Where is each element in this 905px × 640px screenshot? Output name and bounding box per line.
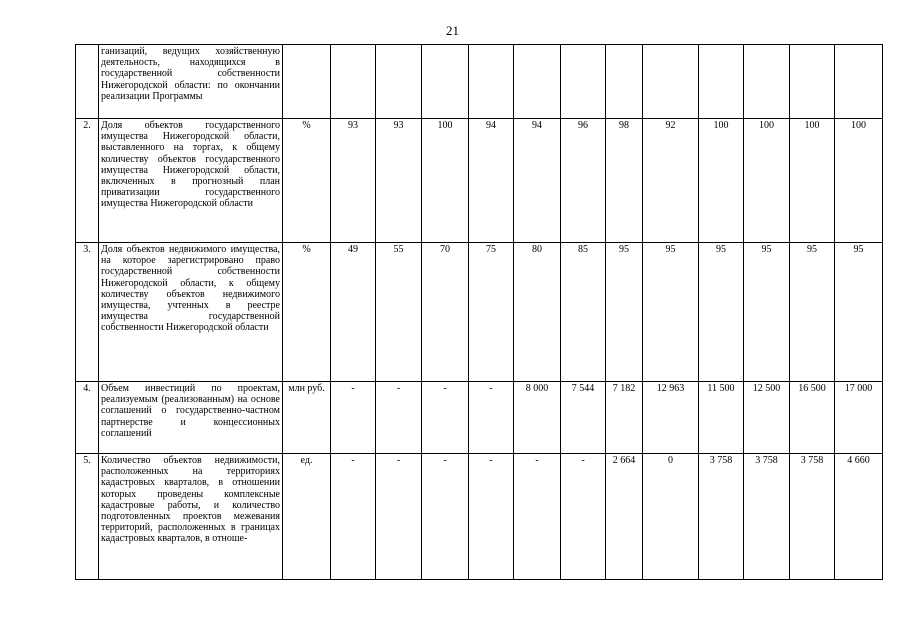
- value-cell: 0: [643, 454, 699, 580]
- table-row: [76, 454, 883, 580]
- value-cell: 94: [469, 119, 514, 243]
- value-cell: 80: [514, 243, 561, 382]
- value-cell: [469, 45, 514, 119]
- value-cell: [643, 45, 699, 119]
- value-cell: 92: [643, 119, 699, 243]
- value-cell: [422, 45, 469, 119]
- value-cell: 95: [744, 243, 790, 382]
- unit-cell: %: [283, 243, 331, 382]
- value-cell: -: [422, 454, 469, 580]
- value-cell: -: [331, 382, 376, 454]
- value-cell: [744, 45, 790, 119]
- value-cell: 4 660: [835, 454, 883, 580]
- unit-cell: [283, 45, 331, 119]
- indicator-name: Объем инвестиций по проектам, реализуемым (реализованным) на основе соглашений о государственно-частном партнерстве и концессионных соглашений: [99, 382, 283, 454]
- value-cell: -: [422, 382, 469, 454]
- indicator-name: Количество объектов недвижимости, расположенных на территориях кадастровых кварталов, в отношении которых проведены комплексные кадастровые работы, и количество подготовленных проектов межевания территорий, расположенных в границах кадастровых кварталов, в отноше-: [99, 454, 283, 580]
- value-cell: -: [376, 382, 422, 454]
- value-cell: 7 182: [606, 382, 643, 454]
- value-cell: 95: [699, 243, 744, 382]
- indicators-table: [75, 44, 883, 580]
- value-cell: -: [469, 454, 514, 580]
- table-row: [76, 45, 883, 119]
- value-cell: [514, 45, 561, 119]
- indicator-name: ганизаций, ведущих хозяйственную деятельность, находящихся в государственной собственности Нижегородской области: по окончании реализации Программы: [99, 45, 283, 119]
- value-cell: -: [376, 454, 422, 580]
- value-cell: 98: [606, 119, 643, 243]
- value-cell: 100: [835, 119, 883, 243]
- table-row: [76, 119, 883, 243]
- indicator-name: Доля объектов недвижимого имущества, на которое зарегистрировано право государственной собственности Нижегородской области, к общему количеству объектов недвижимого имущества, учтенных в реестре имущества государственной собственности Нижегородской области: [99, 243, 283, 382]
- value-cell: [561, 45, 606, 119]
- value-cell: [331, 45, 376, 119]
- value-cell: 95: [643, 243, 699, 382]
- value-cell: [376, 45, 422, 119]
- value-cell: 100: [744, 119, 790, 243]
- row-number: 3.: [76, 243, 99, 382]
- row-number: [76, 45, 99, 119]
- value-cell: 12 500: [744, 382, 790, 454]
- value-cell: 70: [422, 243, 469, 382]
- row-number: 2.: [76, 119, 99, 243]
- value-cell: 95: [606, 243, 643, 382]
- value-cell: [699, 45, 744, 119]
- value-cell: 100: [790, 119, 835, 243]
- value-cell: 7 544: [561, 382, 606, 454]
- value-cell: 100: [422, 119, 469, 243]
- value-cell: -: [514, 454, 561, 580]
- value-cell: 85: [561, 243, 606, 382]
- indicator-name: Доля объектов государственного имущества Нижегородской области, выставленного на торгах, к общему количеству объектов государственного имущества Нижегородской области, включенных в прогнозный план приватизации государственного имущества Нижегородской области: [99, 119, 283, 243]
- value-cell: 17 000: [835, 382, 883, 454]
- value-cell: [835, 45, 883, 119]
- unit-cell: %: [283, 119, 331, 243]
- value-cell: 16 500: [790, 382, 835, 454]
- value-cell: 94: [514, 119, 561, 243]
- value-cell: [790, 45, 835, 119]
- value-cell: 3 758: [790, 454, 835, 580]
- value-cell: [606, 45, 643, 119]
- table-row: [76, 243, 883, 382]
- row-number: 4.: [76, 382, 99, 454]
- value-cell: 8 000: [514, 382, 561, 454]
- value-cell: 95: [835, 243, 883, 382]
- value-cell: 93: [376, 119, 422, 243]
- table-row: [76, 382, 883, 454]
- value-cell: 3 758: [699, 454, 744, 580]
- value-cell: -: [561, 454, 606, 580]
- value-cell: 3 758: [744, 454, 790, 580]
- page-number: 21: [446, 23, 459, 38]
- value-cell: 95: [790, 243, 835, 382]
- value-cell: 55: [376, 243, 422, 382]
- unit-cell: млн руб.: [283, 382, 331, 454]
- value-cell: -: [469, 382, 514, 454]
- value-cell: 2 664: [606, 454, 643, 580]
- value-cell: 100: [699, 119, 744, 243]
- value-cell: -: [331, 454, 376, 580]
- value-cell: 49: [331, 243, 376, 382]
- value-cell: 12 963: [643, 382, 699, 454]
- row-number: 5.: [76, 454, 99, 580]
- value-cell: 11 500: [699, 382, 744, 454]
- value-cell: 96: [561, 119, 606, 243]
- value-cell: 93: [331, 119, 376, 243]
- unit-cell: ед.: [283, 454, 331, 580]
- value-cell: 75: [469, 243, 514, 382]
